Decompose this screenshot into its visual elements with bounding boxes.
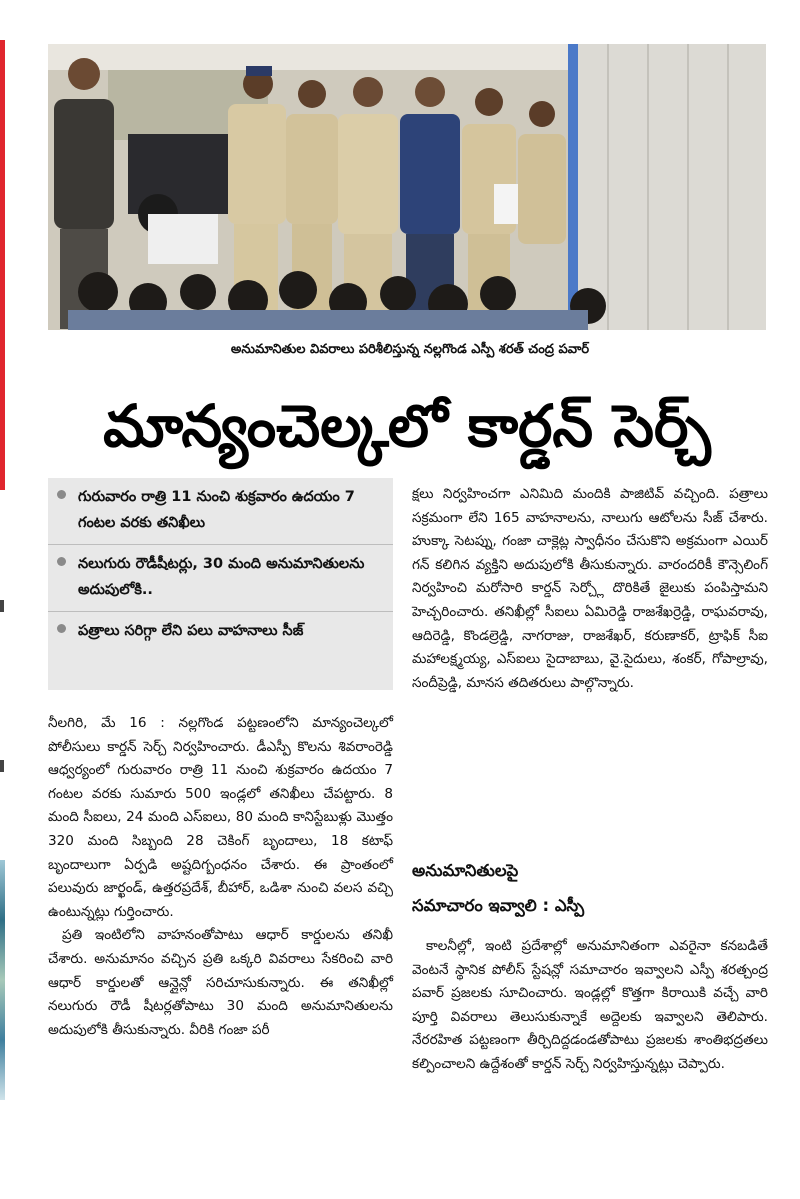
left-edge-mark: [0, 600, 4, 612]
subheading-line-1: అనుమానితులపై: [412, 861, 519, 880]
article-paragraph: ప్రతి ఇంటిలోని వాహనంతోపాటు ఆధార్ కార్డులను తనిఖీ చేశారు. అనుమానం వచ్చిన ప్రతి ఒక్కరి వివరాలు సేకరించి వారి ఆధార్ కార్డులతో ఆన్లైన్లో సరిచూసుకున్నారు. ఈ తనిఖీల్లో నలుగురు రౌడీ షీటర్లతోపాటు 30 మంది అనుమానితులను అదుపులోకి తీసుకున్నారు. వీరికి గంజా పరీ: [48, 927, 393, 1038]
highlight-item: [48, 611, 393, 652]
article-column-left: [48, 712, 393, 1042]
article-paragraph: క్షలు నిర్వహించగా ఎనిమిది మందికి పాజిటివ్ వచ్చింది. పత్రాలు సక్రమంగా లేని 165 వాహనాలను, నాలుగు ఆటోలను సీజ్ చేశారు. హుక్కా సెటప్ను, గంజా చాక్లెట్ల స్వాధీనం చేసుకొని అక్రమంగా ఎయిర్ గన్ కలిగిన వ్యక్తిని అదుపులోకి తీసుకున్నారు. వారందరికీ కౌన్సెలింగ్ నిర్వహించి మరోసారి కార్డన్ సెర్చ్లో దొరికితే జైలుకు పంపిస్తామని హెచ్చరించారు. తనిఖీల్లో సీఐలు ఏమిరెడ్డి రాజశేఖర్రెడ్డి, రాఘవరావు, ఆదిరెడ్డి, కొండల్రెడ్డి, నాగరాజు, రాజశేఖర్, కరుణాకర్, ట్రాఫిక్ సీఐ మహాలక్ష్మయ్య, ఎస్ఐలు సైదాబాబు, వై.సైదులు, శంకర్, గోపాల్రావు, సందీప్రెడ్డి, మానస తదితరులు పాల్గొన్నారు.: [412, 486, 768, 691]
highlight-text: నలుగురు రౌడీషీటర్లు, 30 మంది అనుమానితులను అదుపులోకి..: [78, 556, 365, 598]
bullet-icon: [57, 624, 66, 633]
left-edge-mark: [0, 760, 4, 772]
article-paragraph: నీలగిరి, మే 16 : నల్లగొండ పట్టణంలోని మాన్యంచెల్కలో పోలీసులు కార్డన్ సెర్చ్ నిర్వహించారు. డీఎస్పీ కొలను శివరాంరెడ్డి ఆధ్వర్యంలో గురువారం రాత్రి 11 నుంచి శుక్రవారం ఉదయం 7 గంటల వరకు సుమారు 500 ఇండ్లలో తనిఖీలు చేపట్టారు. 8 మంది సీఐలు, 24 మంది ఎస్ఐలు, 80 మంది కానిస్టేబుళ్లు మొత్తం 320 మంది సిబ్బంది 28 చెకింగ్ బృందాలు, 18 కటాఫ్ బృందాలుగా ఏర్పడి అష్టదిగ్బంధనం చేశారు. ఈ ప్రాంతంలో పలువురు జార్ఖండ్, ఉత్తరప్రదేశ్, బీహార్, ఒడిశా నుంచి వలస వచ్చి ఉంటున్నట్లు గుర్తించారు.: [48, 715, 393, 920]
highlight-item: [48, 478, 393, 544]
left-edge-image-strip: [0, 860, 5, 1100]
article-column-right-lower: [412, 935, 768, 1077]
news-photo: [48, 44, 766, 330]
bullet-icon: [57, 490, 66, 499]
photo-caption: అనుమానితుల వివరాలు పరిశీలిస్తున్న నల్లగొండ ఎస్పీ శరత్ చంద్ర పవార్: [230, 342, 590, 357]
subheading-line-2: సమాచారం ఇవ్వాలి : ఎస్పీ: [412, 896, 585, 915]
left-red-rule: [0, 40, 5, 490]
headline: మాన్యంచెల్కలో కార్డన్ సెర్చ్: [103, 392, 711, 460]
highlight-text: గురువారం రాత్రి 11 నుంచి శుక్రవారం ఉదయం 7 గంటల వరకు తనిఖీలు: [78, 489, 355, 531]
highlights-box: [48, 478, 393, 690]
bullet-icon: [57, 557, 66, 566]
highlight-item: [48, 544, 393, 611]
article-column-right: [412, 483, 768, 695]
highlight-text: పత్రాలు సరిగ్గా లేని పలు వాహనాలు సీజ్: [78, 623, 304, 639]
article-paragraph: కాలనీల్లో, ఇంటి ప్రదేశాల్లో అనుమానితంగా ఎవరైనా కనబడితే వెంటనే స్థానిక పోలీస్ స్టేషన్లో సమాచారం ఇవ్వాలని ఎస్పీ శరత్చంద్ర పవార్ ప్రజలకు సూచించారు. ఇండ్లల్లో కొత్తగా కిరాయికి వచ్చే వారి పూర్తి వివరాలు తెలుసుకున్నాకే అద్దెలకు ఇవ్వాలని తెలిపారు. నేరరహిత పట్టణంగా తీర్చిదిద్దడండతోపాటు ప్రజలకు శాంతిభద్రతలు కల్పించాలని ఉద్దేశంతో కార్డన్ సెర్చ్ నిర్వహిస్తున్నట్లు చెప్పారు.: [412, 938, 768, 1072]
